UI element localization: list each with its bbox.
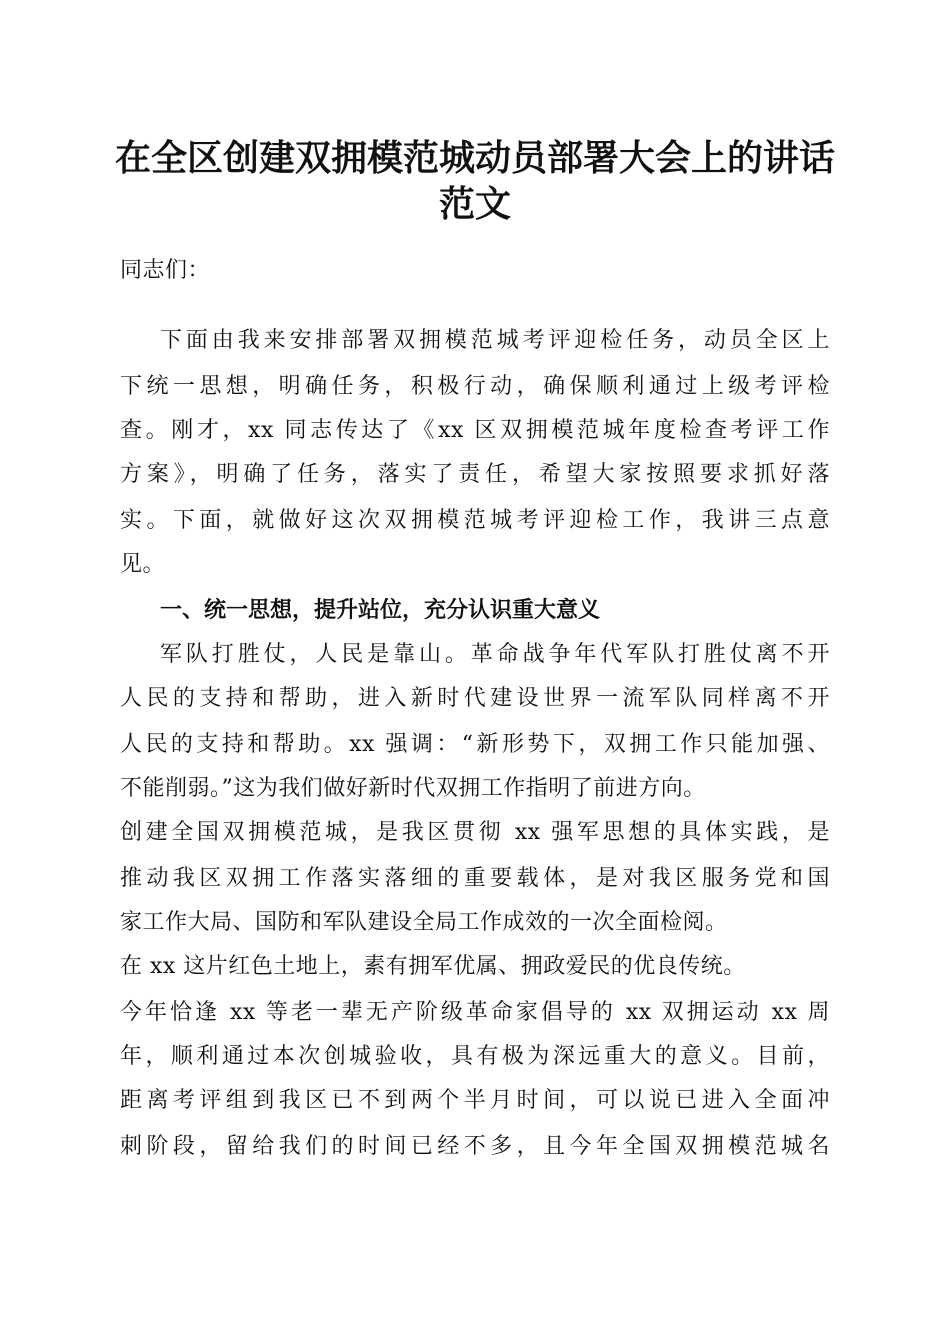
paragraph-1-line: 查。刚才，xx 同志传达了《xx 区双拥模范城年度检查考评工作 [120, 418, 830, 443]
paragraph-2-line: 家工作大局、国防和军队建设全局工作成效的一次全面检阅。 [120, 910, 728, 935]
paragraph-2-line: 距离考评组到我区已不到两个半月时间，可以说已进入全面冲 [120, 1088, 830, 1113]
section-heading-1: 一、统一思想，提升站位，充分认识重大意义 [160, 598, 601, 623]
paragraph-2-line: 军队打胜仗，人民是靠山。革命战争年代军队打胜仗离不开 [160, 642, 830, 667]
paragraph-2-line: 不能削弱。”这为我们做好新时代双拥工作指明了前进方向。 [120, 776, 706, 801]
paragraph-2-line: 人民的支持和帮助。xx 强调：“新形势下，双拥工作只能加强、 [120, 732, 830, 757]
paragraph-2-line: 创建全国双拥模范城，是我区贯彻 xx 强军思想的具体实践，是 [120, 820, 830, 845]
paragraph-2-line: 人民的支持和帮助，进入新时代建设世界一流军队同样离不开 [120, 686, 830, 711]
paragraph-1-line: 见。 [120, 552, 166, 577]
paragraph-2-line: 年，顺利通过本次创城验收，具有极为深远重大的意义。目前， [120, 1044, 830, 1069]
paragraph-2-line: 推动我区双拥工作落实落细的重要载体，是对我区服务党和国 [120, 866, 830, 891]
paragraph-1-line: 实。下面，就做好这次双拥模范城考评迎检工作，我讲三点意 [120, 508, 830, 533]
document-title-line-1: 在全区创建双拥模范城动员部署大会上的讲话 [114, 137, 835, 179]
paragraph-1-line: 方案》，明确了任务，落实了责任，希望大家按照要求抓好落 [120, 462, 830, 487]
document-title-line-2: 范文 [438, 183, 511, 225]
paragraph-1-line: 下面由我来安排部署双拥模范城考评迎检任务，动员全区上 [160, 328, 830, 353]
paragraph-2-line: 刺阶段，留给我们的时间已经不多，且今年全国双拥模范城名 [120, 1134, 830, 1159]
salutation: 同志们： [120, 258, 211, 283]
paragraph-1-line: 下统一思想，明确任务，积极行动，确保顺利通过上级考评检 [120, 374, 830, 399]
paragraph-2-line: 今年恰逢 xx 等老一辈无产阶级革命家倡导的 xx 双拥运动 xx 周 [120, 1000, 830, 1025]
paragraph-2-line: 在 xx 这片红色土地上，素有拥军优属、拥政爱民的优良传统。 [120, 954, 746, 979]
